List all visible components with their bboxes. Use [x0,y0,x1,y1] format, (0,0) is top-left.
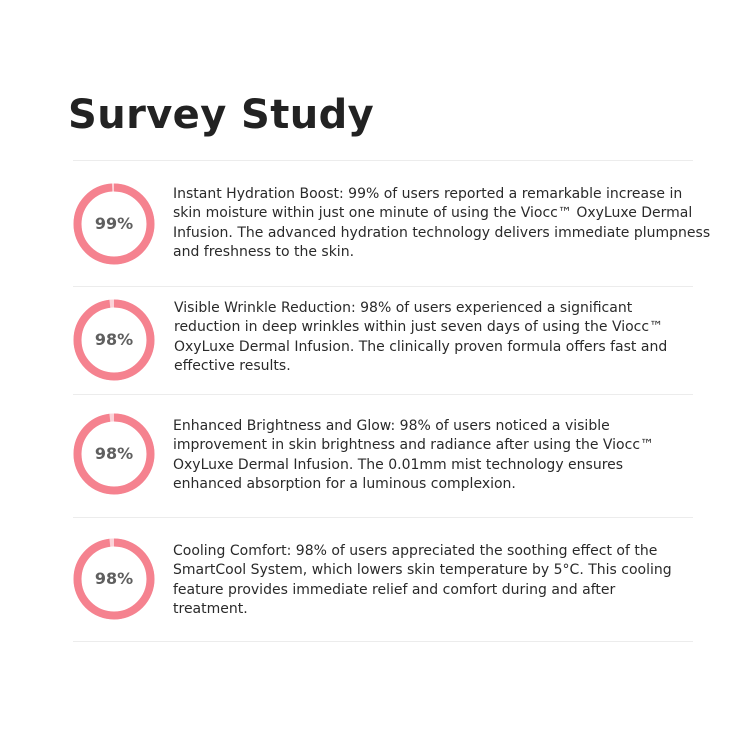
stat-body: 98% of users appreciated the soothing effect of the SmartCool System, which lowers skin temperature by 5°C. This cooling feature provides immediate relief and comfort during and after treatment. [173,543,672,617]
divider [73,517,693,518]
divider [73,160,693,161]
stat-separator: : [286,543,296,559]
stat-body: 99% of users reported a remarkable increase in skin moisture within just one minute of using the Viocc™ OxyLuxe Dermal Infusion. The advanced hydration technology delivers immediate plumpness and freshness to the skin. [173,186,711,260]
stat-heading: Cooling Comfort [173,543,287,559]
stat-description [174,299,694,376]
percent-ring [72,537,156,621]
stat-separator: : [390,418,400,434]
stat-heading: Enhanced Brightness and Glow [173,418,391,434]
percent-label: 98% [94,569,134,588]
percent-ring [72,298,156,382]
stat-body: 98% of users noticed a visible improvement in skin brightness and radiance after using the Viocc™ OxyLuxe Dermal Infusion. The 0.01mm mist technology ensures enhanced absorption for a luminous complexion. [173,418,655,492]
percent-ring [72,412,156,496]
divider [73,286,693,287]
stat-description [173,417,683,494]
stat-heading: Instant Hydration Boost [173,186,339,202]
divider [73,394,693,395]
percent-label: 98% [94,444,134,463]
stat-body: 98% of users experienced a significant reduction in deep wrinkles within just seven days of using the Viocc™ OxyLuxe Dermal Infusion. The clinically proven formula offers fast and effective results. [174,300,668,374]
percent-label: 99% [94,214,134,233]
percent-label: 98% [94,330,134,349]
page-title: Survey Study [68,92,375,138]
stat-separator: : [350,300,361,316]
percent-ring [72,182,156,266]
stat-heading: Visible Wrinkle Reduction [174,300,351,316]
divider [73,641,693,642]
stat-description [173,542,673,619]
stat-description [173,185,713,262]
stat-separator: : [339,186,349,202]
